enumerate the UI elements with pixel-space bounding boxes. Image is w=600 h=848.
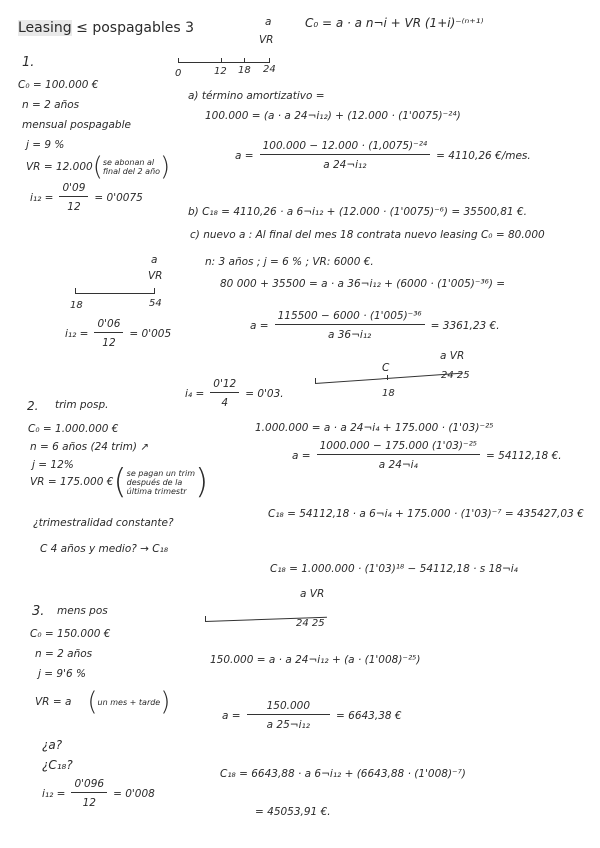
label: a = xyxy=(250,319,269,332)
top-vr: VR xyxy=(259,34,274,46)
numerator: 1000.000 − 175.000 (1'03)⁻²⁵ xyxy=(317,440,480,455)
ex1-vr-note xyxy=(103,158,160,176)
ex1-n: n = 2 años xyxy=(22,99,80,111)
ex1-part-c-equation: 80 000 + 35500 = a · a 36¬i₁₂ + (6000 · (1'005)⁻³⁶) = xyxy=(220,278,506,290)
ex2-vr: VR = 175.000 € ( se pagan un trim después de la última trimestr ) xyxy=(30,462,209,502)
tick xyxy=(221,58,222,63)
tick xyxy=(205,616,206,621)
numerator: 0'09 xyxy=(59,182,88,197)
result: = 0'008 xyxy=(113,787,155,800)
ex2-vr-note xyxy=(127,469,195,496)
numerator: 100.000 − 12.000 · (1,0075)⁻²⁴ xyxy=(260,140,431,155)
result: = 4110,26 €/mes. xyxy=(436,149,531,162)
tick xyxy=(75,288,76,293)
timeline-avr: a VR xyxy=(300,588,325,600)
ex1-vr-value: VR = 12.000 xyxy=(26,161,93,173)
result: = 0'03. xyxy=(245,387,284,400)
ex3-type: mens pos xyxy=(57,605,108,617)
label: i₄ = xyxy=(185,387,205,400)
title-rest: ≤ pospagables 3 xyxy=(76,20,195,36)
timeline-label: 24 25 xyxy=(441,370,470,381)
tick xyxy=(154,288,155,293)
ex3-solution xyxy=(222,700,402,731)
ex3-vr-value: VR = a xyxy=(35,696,72,708)
ex1-part-a-label: a) término amortizativo = xyxy=(188,90,325,102)
result: = 0'005 xyxy=(129,327,172,340)
note-line: se pagan un trim xyxy=(126,468,195,478)
ex2-question-2: C 4 años y medio? → C₁₈ xyxy=(40,543,169,555)
denominator: 12 xyxy=(82,797,96,809)
tick xyxy=(269,58,270,63)
ex2-type: trim posp. xyxy=(55,399,109,411)
denominator: a 25¬i₁₂ xyxy=(266,719,310,731)
timeline-side xyxy=(75,293,155,294)
ex2-question-1: ¿trimestralidad constante? xyxy=(33,517,174,529)
exercise-number: 3. xyxy=(32,604,45,619)
ex2-n: n = 6 años (24 trim) ↗ xyxy=(30,441,150,453)
ex1-i12-new xyxy=(65,318,171,349)
ex2-vr-value: VR = 175.000 € xyxy=(30,476,114,488)
ex3-c18-result: = 45053,91 €. xyxy=(255,806,331,818)
ex2-i4 xyxy=(185,378,284,409)
timeline-label: 24 xyxy=(263,64,276,75)
numerator: 0'096 xyxy=(71,778,107,793)
ex1-vr: VR = 12.000 ( se abonan al final del 2 año ) xyxy=(26,152,171,182)
ex1-part-c-solution xyxy=(250,310,500,341)
note-line: después de la xyxy=(126,477,183,487)
ex3-n: n = 2 años xyxy=(35,648,93,660)
side-a: a xyxy=(151,254,158,266)
label: i₁₂ = xyxy=(30,191,54,204)
timeline-label: 18 xyxy=(70,300,83,311)
result: = 6643,38 € xyxy=(336,709,402,722)
general-formula: C₀ = a · a n¬i + VR (1+i)⁻⁽ⁿ⁺¹⁾ xyxy=(305,16,484,30)
result: = 0'0075 xyxy=(94,191,143,204)
ex3-vr: VR = a ( un mes + tarde ) xyxy=(35,687,171,717)
denominator: a 24¬i₄ xyxy=(378,459,418,471)
timeline-label: 54 xyxy=(149,298,162,309)
label: a = xyxy=(222,709,241,722)
ex1-type: mensual pospagable xyxy=(22,119,131,131)
ex2-c18-b: C₁₈ = 1.000.000 · (1'03)¹⁸ − 54112,18 · s 18¬i₄ xyxy=(270,563,518,575)
ex1-part-a-equation: 100.000 = (a · a 24¬i₁₂) + (12.000 · (1'0075)⁻²⁴) xyxy=(205,110,461,122)
result: = 3361,23 €. xyxy=(430,319,500,332)
denominator: 12 xyxy=(102,337,116,349)
ex3-c18: C₁₈ = 6643,88 · a 6¬i₁₂ + (6643,88 · (1'008)⁻⁷) xyxy=(220,768,466,780)
exercise-number: 2. xyxy=(27,399,39,413)
ex3-question-2: ¿C₁₈? xyxy=(42,758,73,772)
denominator: a 36¬i₁₂ xyxy=(327,329,372,341)
numerator: 0'06 xyxy=(94,318,123,333)
numerator: 0'12 xyxy=(210,378,239,393)
timeline-label: 0 xyxy=(175,68,182,79)
label: a = xyxy=(292,449,311,462)
timeline-c: C xyxy=(382,362,390,374)
note-line: última trimestr xyxy=(126,486,187,496)
ex1-part-b: b) C₁₈ = 4110,26 · a 6¬i₁₂ + (12.000 · (1'0075)⁻⁶) = 35500,81 €. xyxy=(188,206,527,218)
ex1-j: j = 9 % xyxy=(26,139,65,151)
label: a = xyxy=(235,149,254,162)
ex1-c0: C₀ = 100.000 € xyxy=(18,79,99,91)
ex2-j: j = 12% xyxy=(32,459,74,471)
numerator: 150.000 xyxy=(247,700,330,715)
tick xyxy=(178,58,179,63)
ex3-j: j = 9'6 % xyxy=(38,668,86,680)
ex3-question-1: ¿a? xyxy=(42,738,63,752)
ex2-c18-a: C₁₈ = 54112,18 · a 6¬i₄ + 175.000 · (1'03)⁻⁷ = 435427,03 € xyxy=(268,508,584,520)
exercise-number: 1. xyxy=(22,55,35,70)
timeline-label: 12 xyxy=(214,66,227,77)
ex1-i12 xyxy=(30,182,143,213)
denominator: 12 xyxy=(67,201,81,213)
ex3-i12 xyxy=(42,778,155,809)
ex3-c0: C₀ = 150.000 € xyxy=(30,628,111,640)
label: i₁₂ = xyxy=(65,327,89,340)
ex3-vr-note: un mes + tarde xyxy=(97,697,161,707)
top-a: a xyxy=(265,16,272,28)
ex1-part-c-label: c) nuevo a : Al final del mes 18 contrata nuevo leasing C₀ = 80.000 xyxy=(190,229,545,241)
ex3-equation: 150.000 = a · a 24¬i₁₂ + (a · (1'008)⁻²⁵) xyxy=(210,654,421,666)
title-leasing: Leasing xyxy=(18,20,72,36)
ex1-part-c-params: n: 3 años ; j = 6 % ; VR: 6000 €. xyxy=(205,256,374,268)
ex2-equation: 1.000.000 = a · a 24¬i₄ + 175.000 · (1'03)⁻²⁵ xyxy=(255,422,494,434)
note-line: se abonan al xyxy=(102,158,155,167)
result: = 54112,18 €. xyxy=(486,449,562,462)
denominator: 4 xyxy=(221,397,229,409)
timeline-1 xyxy=(178,62,270,63)
timeline-label: 24 25 xyxy=(296,618,325,629)
tick xyxy=(315,378,316,383)
ex2-c0: C₀ = 1.000.000 € xyxy=(28,423,119,435)
page-title xyxy=(18,20,194,36)
side-vr: VR xyxy=(148,270,163,282)
tick xyxy=(387,375,388,380)
timeline-label: 18 xyxy=(382,388,395,399)
note-line: final del 2 año xyxy=(102,167,161,176)
denominator: a 24¬i₁₂ xyxy=(323,159,367,171)
tick xyxy=(244,58,245,63)
ex2-solution xyxy=(292,440,562,471)
label: i₁₂ = xyxy=(42,787,66,800)
numerator: 115500 − 6000 · (1'005)⁻³⁶ xyxy=(275,310,425,325)
ex1-part-a-solution xyxy=(235,140,531,171)
timeline-label: 18 xyxy=(238,65,251,76)
timeline-avr: a VR xyxy=(440,350,465,362)
